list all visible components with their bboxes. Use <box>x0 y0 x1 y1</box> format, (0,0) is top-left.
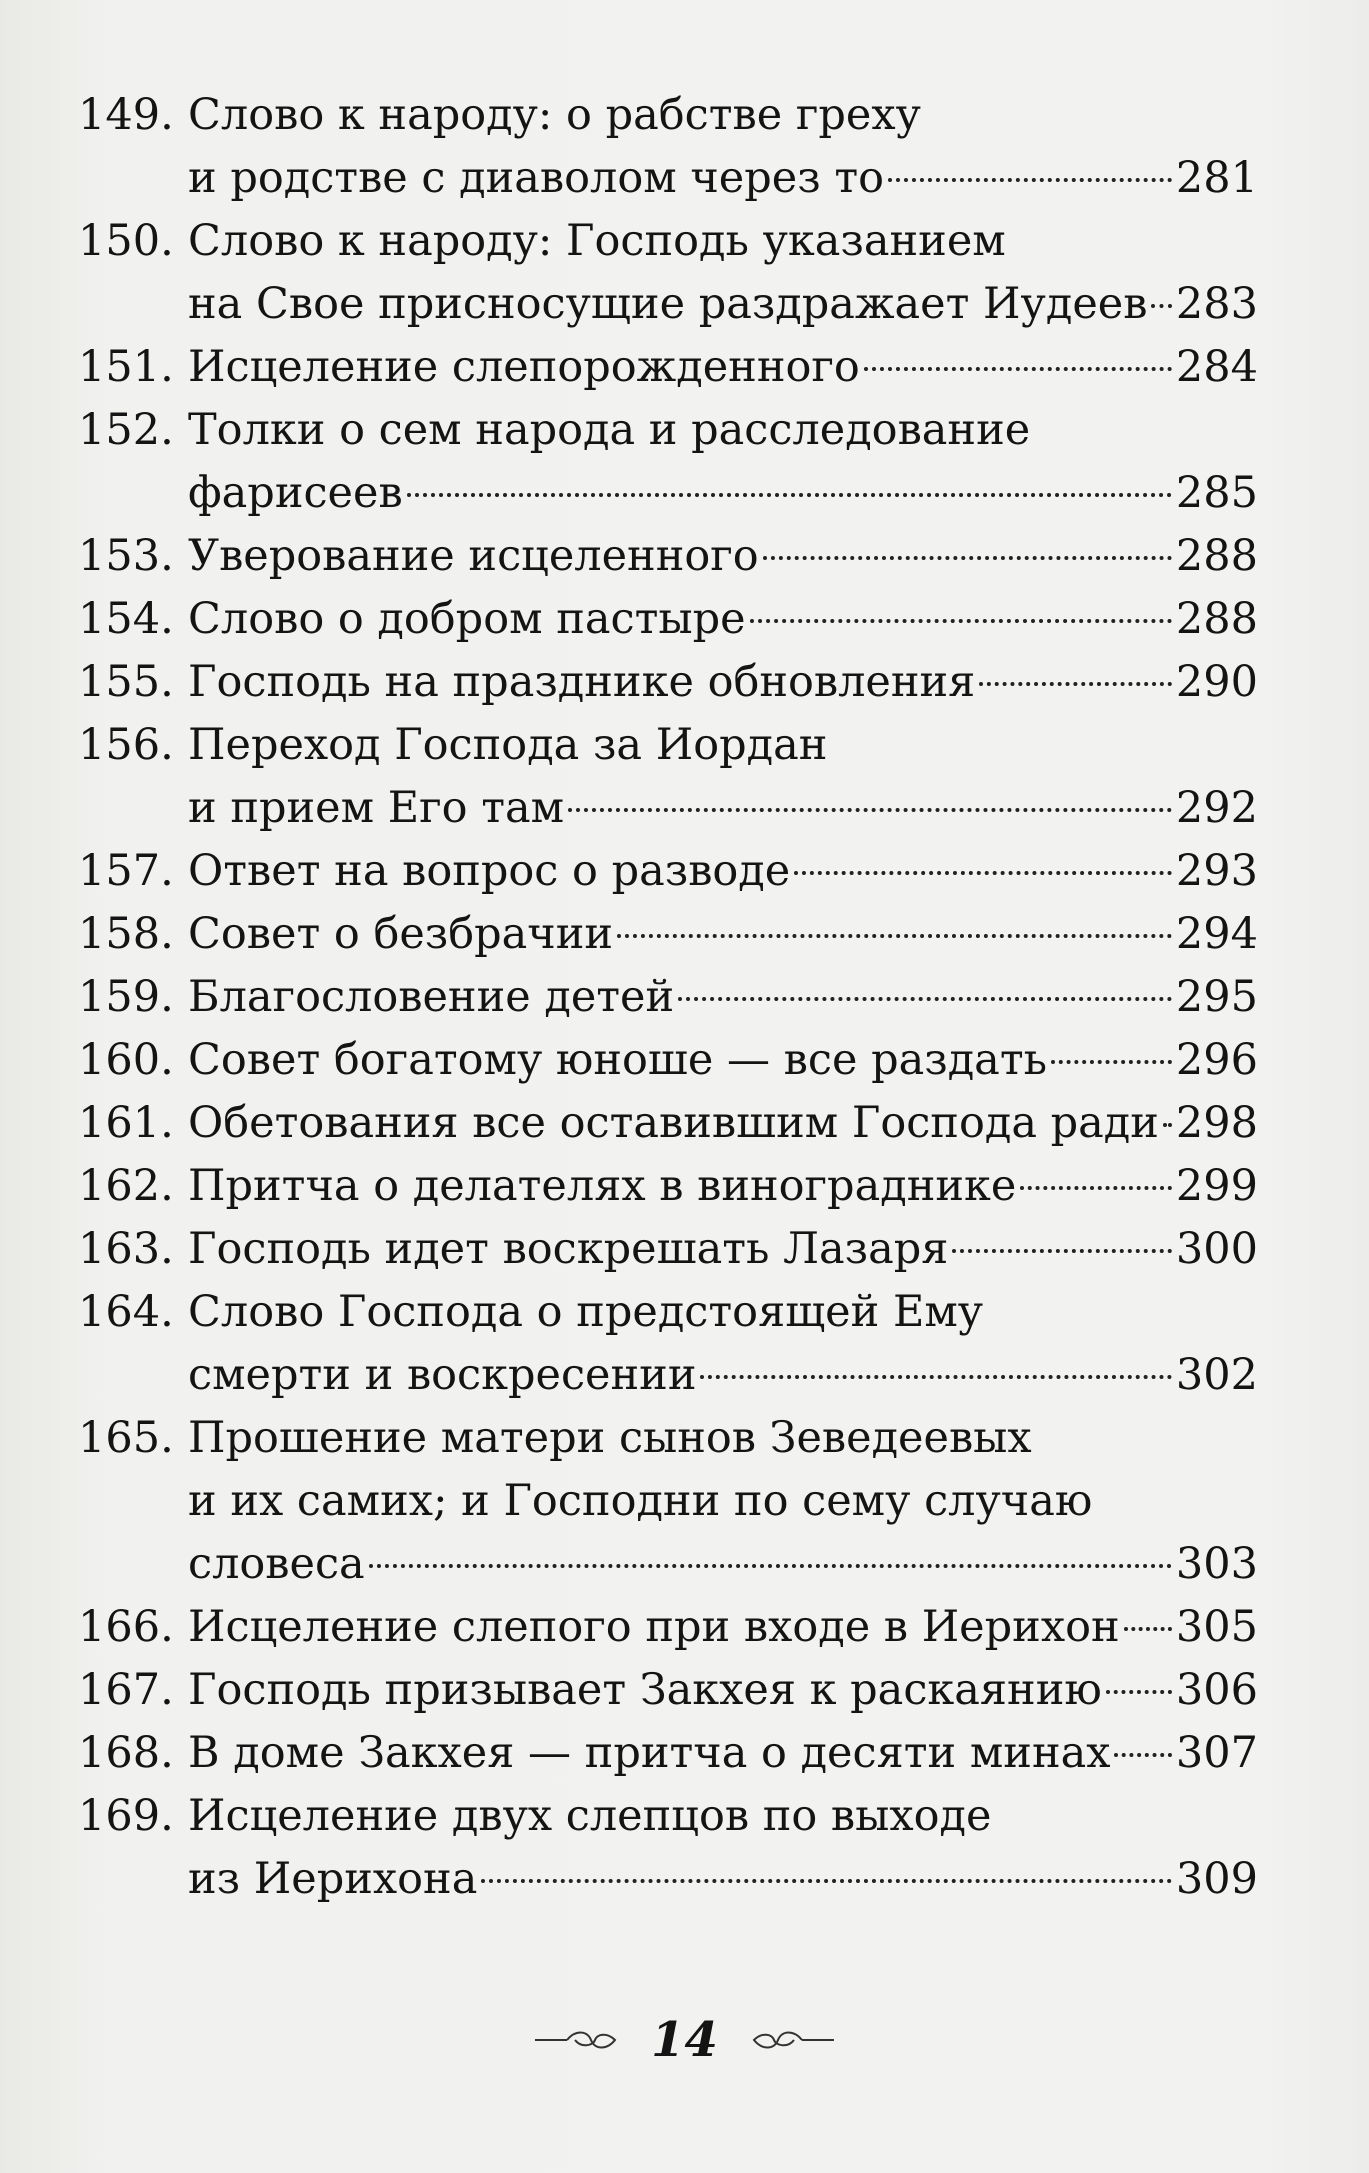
toc-entry-title-line: Толки о сем народа и расследование <box>188 405 1031 455</box>
toc-entry-page: 309 <box>1175 1854 1258 1904</box>
toc-entry-body <box>188 1281 1258 1407</box>
toc-entry-body <box>188 1596 1258 1659</box>
toc-entry-body <box>188 651 1258 714</box>
dot-leader <box>568 808 1172 812</box>
toc-entry-title-line: Слово к народу: Господь указанием <box>188 216 1006 266</box>
toc-entry-page: 295 <box>1175 972 1258 1022</box>
toc-entry-number: 158. <box>78 909 174 959</box>
toc-entry-title-line: и их самих; и Господни по сему случаю <box>188 1476 1093 1526</box>
toc-entry-page: 300 <box>1175 1224 1258 1274</box>
dot-leader <box>864 367 1172 371</box>
toc-entry-body <box>188 840 1258 903</box>
toc-entry <box>78 903 1258 966</box>
toc-entry-page: 298 <box>1175 1098 1258 1148</box>
toc-entry-body <box>188 588 1258 651</box>
toc-entry <box>78 1029 1258 1092</box>
toc-entry-last-line <box>188 588 1258 651</box>
toc-entry <box>78 1092 1258 1155</box>
toc-entry-number: 152. <box>78 405 174 455</box>
toc-entry-body <box>188 1785 1258 1911</box>
toc-entry-page: 292 <box>1175 783 1258 833</box>
toc-entry-number: 160. <box>78 1035 174 1085</box>
toc-entry-page: 302 <box>1175 1350 1258 1400</box>
toc-entry-number: 167. <box>78 1665 174 1715</box>
toc-entry-title-line: Совет богатому юноше — все раздать <box>188 1035 1048 1085</box>
toc-entry-page: 284 <box>1175 342 1258 392</box>
toc-entry-last-line <box>188 1029 1258 1092</box>
toc-entry-title-line: Прошение матери сынов Зеведеевых <box>188 1413 1032 1463</box>
toc-entry-number: 153. <box>78 531 174 581</box>
toc-entry-number: 165. <box>78 1413 174 1463</box>
dot-leader <box>1114 1753 1171 1757</box>
toc-entry-title-line: смерти и воскресении <box>188 1350 697 1400</box>
toc-entry-last-line <box>188 1155 1258 1218</box>
toc-entry-title-line: Уверование исцеленного <box>188 531 759 581</box>
flourish-ornament-left-icon <box>533 2028 623 2052</box>
toc-entry <box>78 651 1258 714</box>
toc-entry <box>78 1407 1258 1596</box>
toc-entry-number: 151. <box>78 342 174 392</box>
toc-entry-page: 288 <box>1175 594 1258 644</box>
toc-entry-last-line <box>188 966 1258 1029</box>
toc-entry-title-line: Слово о добром пастыре <box>188 594 746 644</box>
dot-leader <box>979 682 1172 686</box>
dot-leader <box>952 1249 1172 1253</box>
dot-leader <box>1124 1627 1172 1631</box>
toc-entry-page: 293 <box>1175 846 1258 896</box>
toc-entry-title-line: Слово Господа о предстоящей Ему <box>188 1287 984 1337</box>
toc-entry-last-line <box>188 777 1258 840</box>
toc-entry-body <box>188 1407 1258 1596</box>
toc-entry <box>78 1722 1258 1785</box>
toc-entry-title-line: Исцеление двух слепцов по выходе <box>188 1791 992 1841</box>
toc-entry-last-line <box>188 1596 1258 1659</box>
toc-entry-title-line: и родстве с диаволом через то <box>188 153 884 203</box>
toc-entry-title-line: фарисеев <box>188 468 403 518</box>
toc-entry-last-line <box>188 1722 1258 1785</box>
toc-entry-body <box>188 1722 1258 1785</box>
toc-entry-title-line: Исцеление слепорожденного <box>188 342 860 392</box>
toc-entry-page: 299 <box>1175 1161 1258 1211</box>
dot-leader <box>794 871 1172 875</box>
dot-leader <box>481 1879 1172 1883</box>
toc-entry-number: 168. <box>78 1728 174 1778</box>
toc-entry-number: 150. <box>78 216 174 266</box>
toc-entry-number: 169. <box>78 1791 174 1841</box>
toc-entry-number: 161. <box>78 1098 174 1148</box>
toc-entry-number: 154. <box>78 594 174 644</box>
toc-entry <box>78 210 1258 336</box>
toc-entry-title-line: Слово к народу: о рабстве греху <box>188 90 921 140</box>
toc-entry <box>78 1155 1258 1218</box>
toc-entry-number: 164. <box>78 1287 174 1337</box>
toc-entry-body <box>188 1092 1258 1155</box>
toc-entry-last-line <box>188 840 1258 903</box>
dot-leader <box>678 997 1172 1001</box>
dot-leader <box>700 1375 1171 1379</box>
toc-entry-title-line: Обетования все оставившим Господа ради <box>188 1098 1159 1148</box>
toc-entry-body <box>188 1155 1258 1218</box>
toc-entry-page: 306 <box>1175 1665 1258 1715</box>
toc-entry-title-line: Благословение детей <box>188 972 675 1022</box>
toc-entry-page: 294 <box>1175 909 1258 959</box>
toc-entry-last-line <box>188 1092 1258 1155</box>
toc-entry-title-line: словеса <box>188 1539 365 1589</box>
toc-entry-page: 290 <box>1175 657 1258 707</box>
toc-entry-page: 296 <box>1175 1035 1258 1085</box>
toc-entry-title-line: Исцеление слепого при входе в Иерихон <box>188 1602 1120 1652</box>
toc-entry <box>78 399 1258 525</box>
toc-entry-last-line <box>188 1218 1258 1281</box>
page-footer <box>0 2010 1369 2070</box>
toc-entry-last-line <box>188 462 1258 525</box>
toc-entry-title-line: и прием Его там <box>188 783 565 833</box>
toc-entry <box>78 588 1258 651</box>
toc-entry-title-line: Ответ на вопрос о разводе <box>188 846 791 896</box>
toc-entry-body <box>188 966 1258 1029</box>
toc-entry-body <box>188 210 1258 336</box>
toc-entry <box>78 840 1258 903</box>
toc-entry-body <box>188 714 1258 840</box>
toc-entry-last-line <box>188 1344 1258 1407</box>
toc-entry-page: 281 <box>1175 153 1258 203</box>
toc-entry-body <box>188 1659 1258 1722</box>
dot-leader <box>763 556 1172 560</box>
dot-leader <box>369 1564 1172 1568</box>
toc-entry-title-line: Притча о делателях в винограднике <box>188 1161 1017 1211</box>
toc-entry-last-line <box>188 1848 1258 1911</box>
flourish-ornament-right-icon <box>746 2028 836 2052</box>
toc-entry-number: 149. <box>78 90 174 140</box>
toc-entry-body <box>188 84 1258 210</box>
toc-entry-title-line: на Свое присносущие раздражает Иудеев <box>188 279 1148 329</box>
toc-entry <box>78 1659 1258 1722</box>
dot-leader <box>1106 1690 1172 1694</box>
toc-entry <box>78 714 1258 840</box>
toc-entry-title-line: В доме Закхея — притча о десяти минах <box>188 1728 1111 1778</box>
toc-entry <box>78 1596 1258 1659</box>
toc-entry-title-line: Совет о безбрачии <box>188 909 614 959</box>
toc-entry-body <box>188 336 1258 399</box>
toc-entry-page: 283 <box>1175 279 1258 329</box>
toc-entry-title-line: Господь на празднике обновления <box>188 657 976 707</box>
toc-entry-number: 163. <box>78 1224 174 1274</box>
toc-entry-last-line <box>188 903 1258 966</box>
toc-entry <box>78 525 1258 588</box>
dot-leader <box>1020 1186 1172 1190</box>
toc-entry-last-line <box>188 651 1258 714</box>
toc-entry-last-line <box>188 1533 1258 1596</box>
toc-entry-number: 166. <box>78 1602 174 1652</box>
toc-entry-title-line: Переход Господа за Иордан <box>188 720 828 770</box>
toc-entry-title-line: Господь идет воскрешать Лазаря <box>188 1224 949 1274</box>
toc-entry <box>78 1218 1258 1281</box>
toc-entry-last-line <box>188 147 1258 210</box>
toc-entry-number: 162. <box>78 1161 174 1211</box>
toc-entry-last-line <box>188 525 1258 588</box>
toc-entry <box>78 336 1258 399</box>
toc-entry-last-line <box>188 1659 1258 1722</box>
toc-entry <box>78 966 1258 1029</box>
toc-entry-number: 156. <box>78 720 174 770</box>
toc-entry-body <box>188 399 1258 525</box>
toc-entry-number: 157. <box>78 846 174 896</box>
toc-entry-title-line: Господь призывает Закхея к раскаянию <box>188 1665 1102 1715</box>
toc-entry-title-line: из Иерихона <box>188 1854 478 1904</box>
dot-leader <box>888 178 1172 182</box>
dot-leader <box>1163 1123 1172 1127</box>
page-number: 14 <box>651 2012 718 2068</box>
dot-leader <box>750 619 1172 623</box>
toc-entry-body <box>188 1218 1258 1281</box>
dot-leader <box>617 934 1172 938</box>
toc-entry-last-line <box>188 273 1258 336</box>
toc-entry <box>78 1281 1258 1407</box>
toc-entry-page: 288 <box>1175 531 1258 581</box>
toc-entry-page: 305 <box>1175 1602 1258 1652</box>
table-of-contents <box>78 84 1258 1911</box>
dot-leader <box>407 493 1172 497</box>
dot-leader <box>1051 1060 1172 1064</box>
dot-leader <box>1151 304 1172 308</box>
toc-entry-page: 307 <box>1175 1728 1258 1778</box>
toc-entry-number: 159. <box>78 972 174 1022</box>
toc-entry-body <box>188 1029 1258 1092</box>
toc-entry-body <box>188 525 1258 588</box>
toc-entry-last-line <box>188 336 1258 399</box>
toc-entry-page: 285 <box>1175 468 1258 518</box>
toc-entry <box>78 1785 1258 1911</box>
toc-entry <box>78 84 1258 210</box>
toc-entry-number: 155. <box>78 657 174 707</box>
toc-entry-page: 303 <box>1175 1539 1258 1589</box>
toc-entry-body <box>188 903 1258 966</box>
